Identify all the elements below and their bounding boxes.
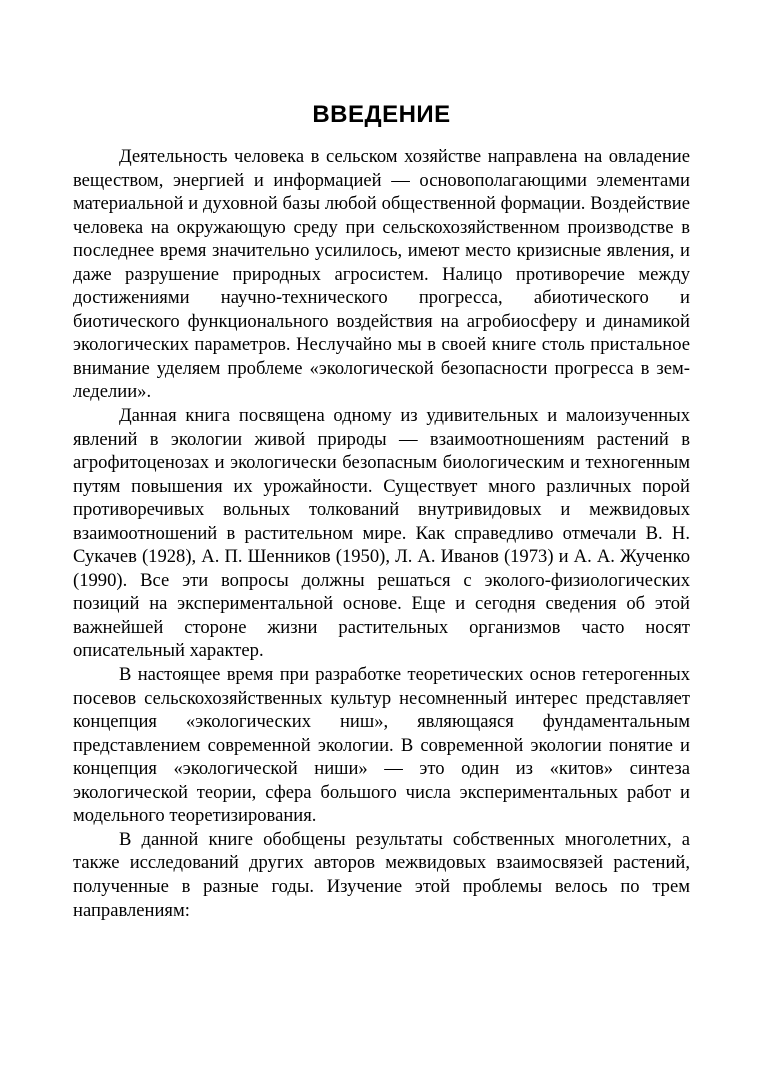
- section-title: ВВЕДЕНИЕ: [312, 101, 451, 128]
- paragraph-2: Данная книга посвящена одному из удивительных и малоизученных явлений в экологии живой природы — взаимоотношениям растений в агрофитоценозах и экологически безопасным биологическим и техногенным путям повышения их урожайности. Существует много различных порой противоречивых вольных толкований внутривидовых и межвидовых взаимоотношений в растительном мире. Как справедливо отмечали В. Н. Сукачев (1928), А. П. Шенников (1950), Л. А. Иванов (1973) и А. А. Жученко (1990). Все эти вопросы должны решаться с эколого-физиологических позиций на экспериментальной основе. Еще и сегодня сведения об этой важнейшей стороне жизни растительных организмов часто носят описательный характер.: [73, 405, 690, 662]
- paragraph-4: В данной книге обобщены результаты собственных многолетних, а также исследований других авторов межвидовых взаимосвязей растений, полученные в разные годы. Изучение этой проблемы велось по трем направлениям:: [73, 828, 690, 921]
- paragraph-1: Деятельность человека в сельском хозяйстве направлена на овладение веществом, энергией и информацией — основополагающими элементами материальной и духовной базы любой общественной формации. Воздействие человека на окружающую среду при сельскохозяйственном производстве в последнее время значительно усилилось, имеют место кризисные явления, и даже разрушение природных агросистем. Налицо противоречие между достижениями научно-технического прогресса, абиотического и биотического функционального воздействия на агробиосферу и динамикой экологических параметров. Неслучайно мы в своей книге столь пристальное внимание уделяем проблеме «экологической безопасности прогресса в земледелии».: [73, 146, 690, 403]
- paragraph-3: В настоящее время при разработке теоретических основ гетерогенных посевов сельскохозяйственных культур несомненный интерес представляет концепция «экологических ниш», являющаяся фундаментальным представлением современной экологии. В современной экологии понятие и концепция «экологической ниши» — это один из «китов» синтеза экологической теории, сфера большого числа экспериментальных работ и модельного теоретизирования.: [73, 664, 690, 827]
- body-text: [73, 145, 690, 922]
